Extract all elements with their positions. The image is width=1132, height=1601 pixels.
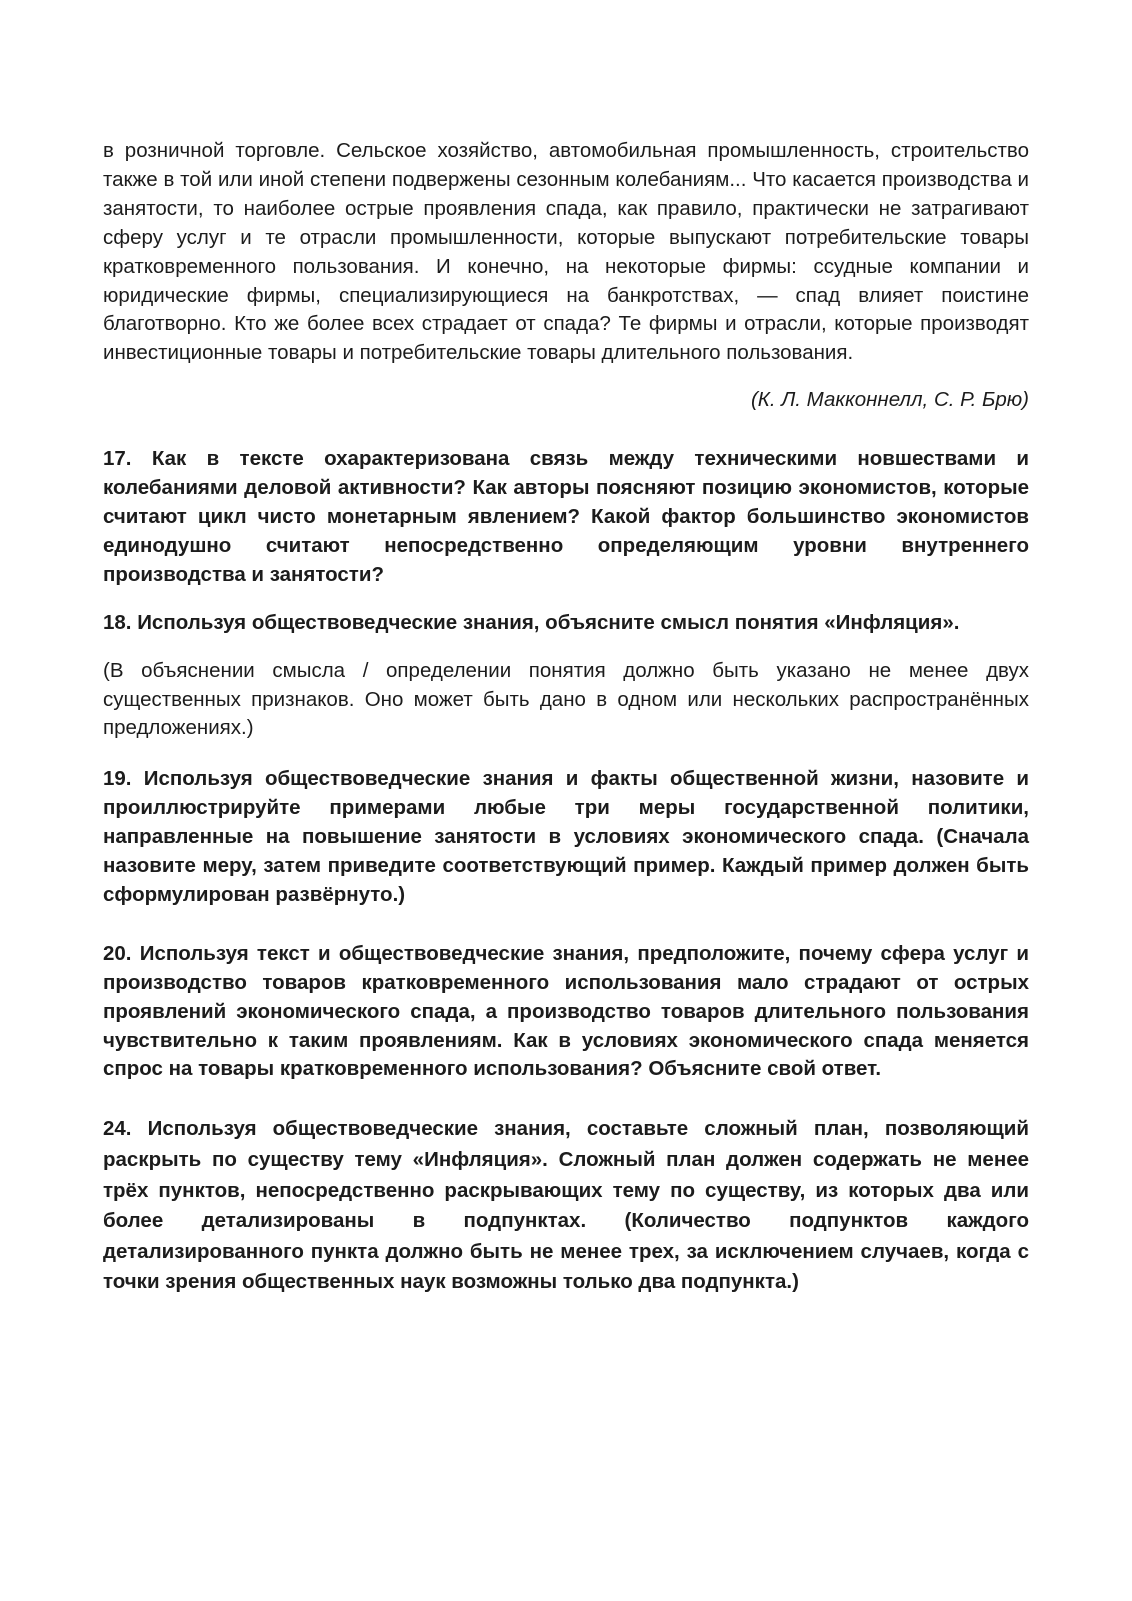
- source-text-excerpt: в розничной торговле. Сельское хозяйство, автомобильная промышленность, строительство также в той или иной степени подвержены сезонным колебаниям... Что касается производства и занятости, то наиболее острые проявления спада, как правило, практически не затрагивают сферу услуг и те отрасли промышленности, которые выпускают потребительские товары кратковременного пользования. И конечно, на некоторые фирмы: ссудные компании и юридические фирмы, специализирующиеся на банкротствах, — спад влияет поистине благотворно. Кто же более всех страдает от спада? Те фирмы и отрасли, которые производят инвестиционные товары и потребительские товары длительного пользования.: [103, 139, 1029, 365]
- question-18: 18. Используя обществоведческие знания, объясните смысл понятия «Инфляция».: [103, 610, 960, 634]
- question-24: 24. Используя обществоведческие знания, составьте сложный план, позволяющий раскрыть по существу тему «Инфляция». Сложный план должен содержать не менее трёх пунктов, непосредственно раскрывающих тему по существу, из которых два или более детализированы в подпунктах. (Количество подпунктов каждого детализированного пункта должно быть не менее трех, за исключением случаев, когда с точки зрения общественных наук возможны только два подпункта.): [103, 1117, 1029, 1294]
- document-page: [103, 137, 1029, 1298]
- question-18-note: (В объяснении смысла / определении понятия должно быть указано не менее двух существенных признаков. Оно может быть дано в одном или нескольких распространённых предложениях.): [103, 658, 1029, 740]
- question-17: 17. Как в тексте охарактеризована связь между техническими новшествами и колебаниями деловой активности? Как авторы поясняют позицию экономистов, которые считают цикл чисто монетарным явлением? Какой фактор большинство экономистов единодушно считают непосредственно определяющим уровни внутреннего производства и занятости?: [103, 447, 1029, 586]
- question-19: 19. Используя обществоведческие знания и факты общественной жизни, назовите и проиллюстрируйте примерами любые три меры государственной политики, направленные на повышение занятости в условиях экономического спада. (Сначала назовите меру, затем приведите соответствующий пример. Каждый пример должен быть сформулирован развёрнуто.): [103, 767, 1029, 906]
- source-attribution: (К. Л. Макконнелл, С. Р. Брю): [750, 388, 1029, 412]
- question-20: 20. Используя текст и обществоведческие знания, предположите, почему сфера услуг и производство товаров кратковременного использования мало страдают от острых проявлений экономического спада, а производство товаров длительного пользования чувствительно к таким проявлениям. Как в условиях экономического спада меняется спрос на товары кратковременного использования? Объясните свой ответ.: [103, 941, 1029, 1081]
